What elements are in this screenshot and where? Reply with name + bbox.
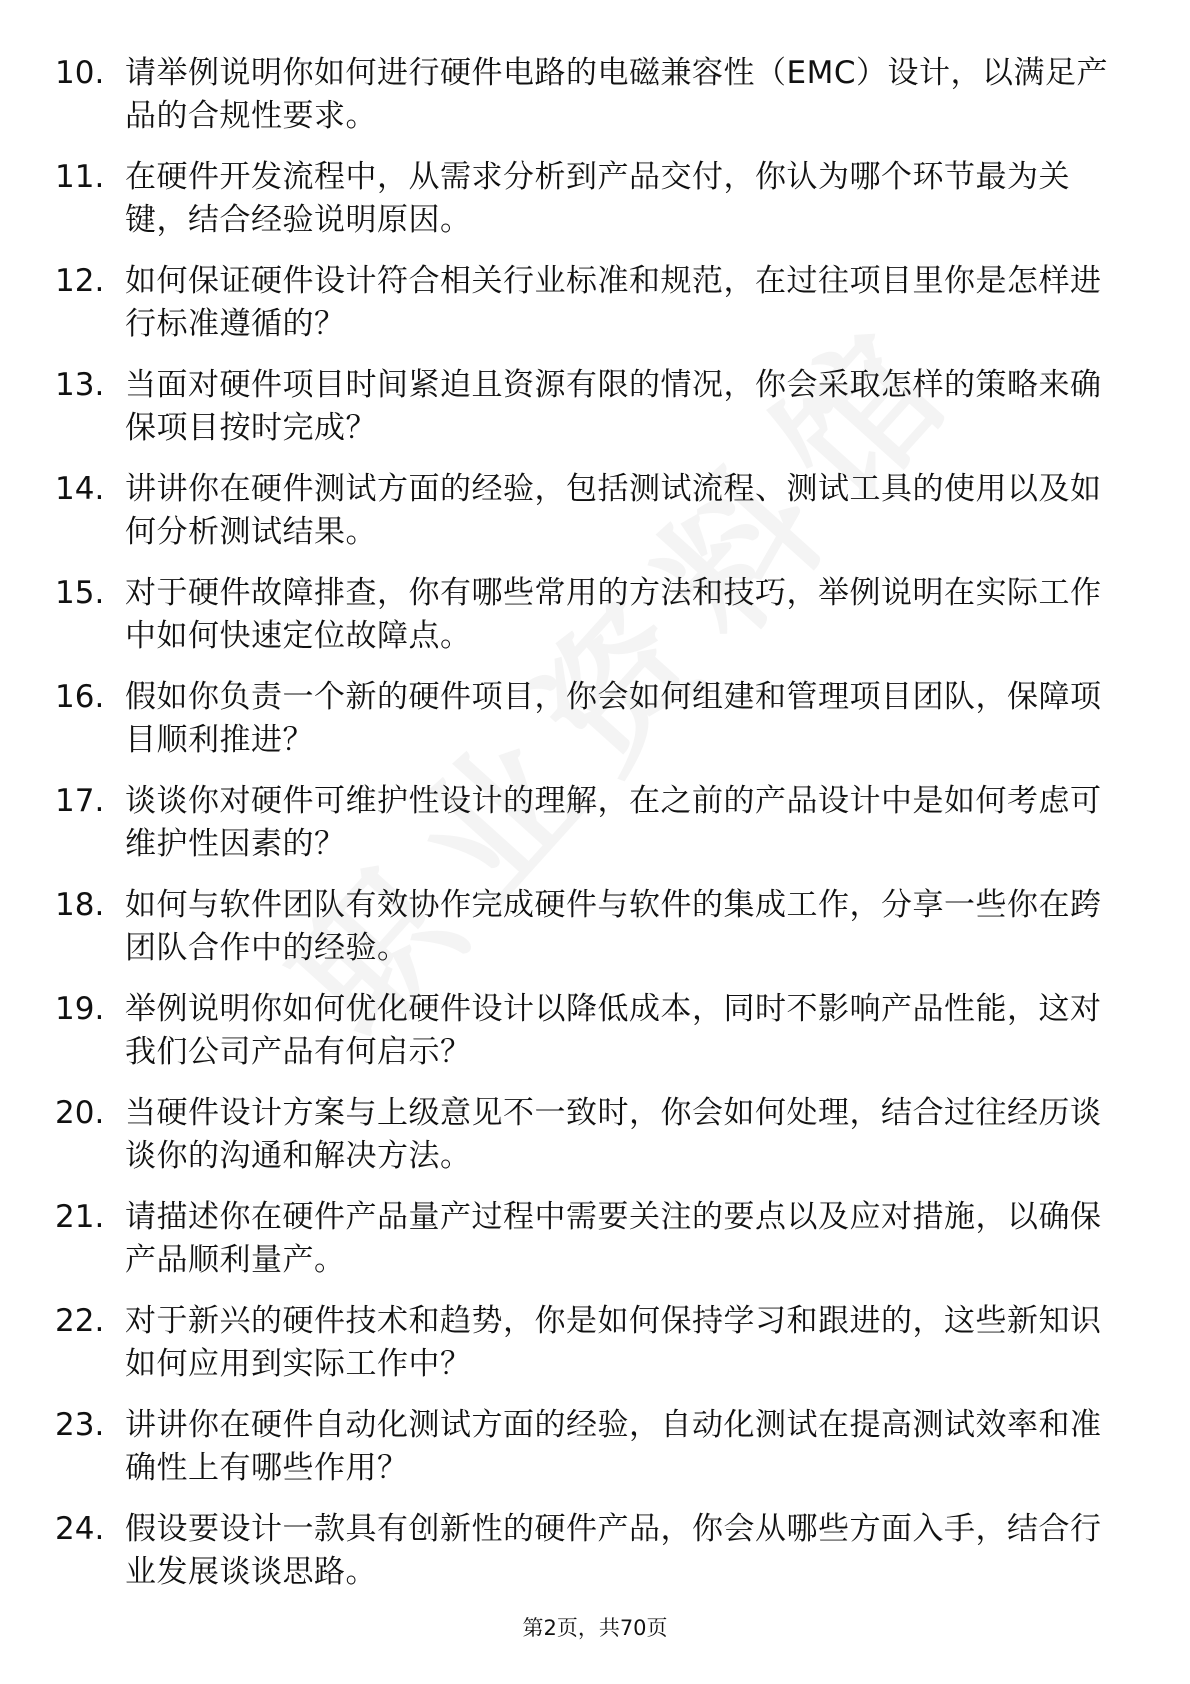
question-item [55,468,1135,572]
question-number: 16. [55,679,105,715]
question-item [55,156,1135,260]
question-text: 假设要设计一款具有创新性的硬件产品，你会从哪些方面入手，结合行业发展谈谈思路。 [125,1511,1102,1590]
question-text: 请描述你在硬件产品量产过程中需要关注的要点以及应对措施，以确保产品顺利量产。 [125,1199,1102,1278]
question-number: 20. [55,1095,105,1131]
question-number: 23. [55,1407,105,1443]
question-text: 讲讲你在硬件自动化测试方面的经验，自动化测试在提高测试效率和准确性上有哪些作用？ [125,1407,1102,1486]
question-item [55,780,1135,884]
question-number: 13. [55,367,105,403]
question-number: 10. [55,55,105,91]
question-item [55,1300,1135,1404]
question-item [55,1196,1135,1300]
question-list [55,52,1135,1612]
question-number: 24. [55,1511,105,1547]
question-item [55,884,1135,988]
question-item [55,1508,1135,1612]
question-text: 谈谈你对硬件可维护性设计的理解，在之前的产品设计中是如何考虑可维护性因素的？ [125,783,1102,862]
question-number: 18. [55,887,105,923]
question-number: 15. [55,575,105,611]
question-item [55,1092,1135,1196]
question-item [55,1404,1135,1508]
question-number: 14. [55,471,105,507]
question-number: 11. [55,159,105,195]
question-text: 对于硬件故障排查，你有哪些常用的方法和技巧，举例说明在实际工作中如何快速定位故障点。 [125,575,1102,654]
question-text: 在硬件开发流程中，从需求分析到产品交付，你认为哪个环节最为关键，结合经验说明原因。 [125,159,1070,238]
question-text: 讲讲你在硬件测试方面的经验，包括测试流程、测试工具的使用以及如何分析测试结果。 [125,471,1102,550]
question-text: 如何与软件团队有效协作完成硬件与软件的集成工作，分享一些你在跨团队合作中的经验。 [125,887,1102,966]
question-text: 请举例说明你如何进行硬件电路的电磁兼容性（EMC）设计，以满足产品的合规性要求。 [125,55,1108,134]
question-item [55,364,1135,468]
question-text: 当硬件设计方案与上级意见不一致时，你会如何处理，结合过往经历谈谈你的沟通和解决方法。 [125,1095,1102,1174]
question-item [55,988,1135,1092]
question-text: 如何保证硬件设计符合相关行业标准和规范，在过往项目里你是怎样进行标准遵循的？ [125,263,1102,342]
question-item [55,572,1135,676]
question-text: 举例说明你如何优化硬件设计以降低成本，同时不影响产品性能，这对我们公司产品有何启示？ [125,991,1102,1070]
question-text: 当面对硬件项目时间紧迫且资源有限的情况，你会采取怎样的策略来确保项目按时完成？ [125,367,1102,446]
question-item [55,52,1135,156]
question-item [55,676,1135,780]
question-number: 17. [55,783,105,819]
question-text: 对于新兴的硬件技术和趋势，你是如何保持学习和跟进的，这些新知识如何应用到实际工作中？ [125,1303,1102,1382]
page-number: 第2页，共70页 [522,1616,668,1640]
question-text: 假如你负责一个新的硬件项目，你会如何组建和管理项目团队，保障项目顺利推进？ [125,679,1102,758]
question-number: 21. [55,1199,105,1235]
question-number: 19. [55,991,105,1027]
question-item [55,260,1135,364]
question-number: 22. [55,1303,105,1339]
question-number: 12. [55,263,105,299]
